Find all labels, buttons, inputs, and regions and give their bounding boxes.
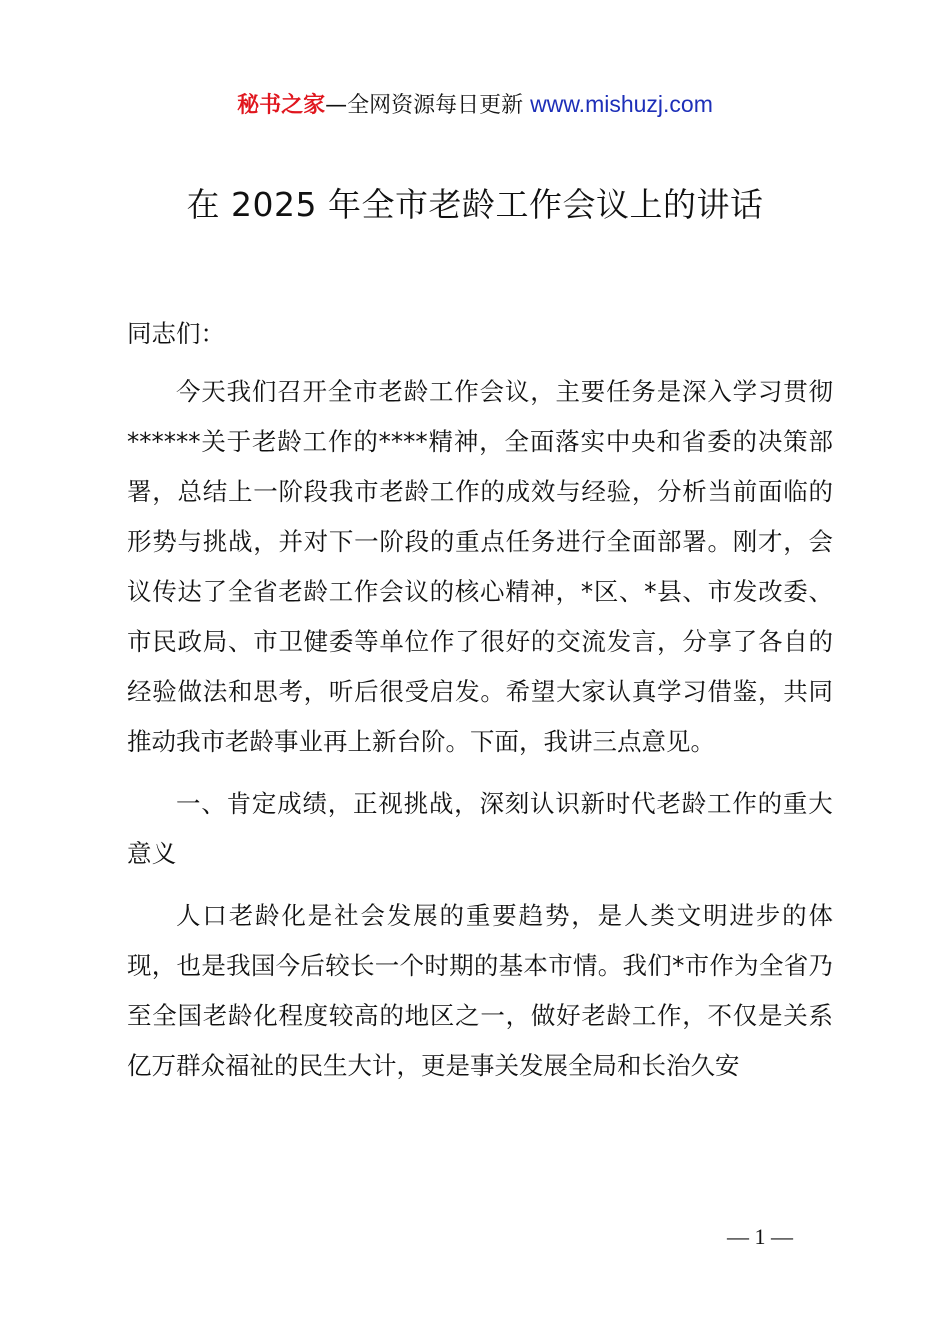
site-url-link[interactable]: www.mishuzj.com xyxy=(530,91,713,117)
document-body xyxy=(127,309,833,1091)
brand-name: 秘书之家 xyxy=(237,93,326,118)
body-paragraph: 今天我们召开全市老龄工作会议，主要任务是深入学习贯彻******关于老龄工作的****精神，全面落实中央和省委的决策部署，总结上一阶段我市老龄工作的成效与经验，分析当前面临的形势与挑战，并对下一阶段的重点任务进行全面部署。刚才，会议传达了全省老龄工作会议的核心精神，*区、*县、市发改委、市民政局、市卫健委等单位作了很好的交流发言，分享了各自的经验做法和思考，听后很受启发。希望大家认真学习借鉴，共同推动我市老龄事业再上新台阶。下面，我讲三点意见。 xyxy=(127,377,833,756)
site-header xyxy=(0,88,950,122)
salutation: 同志们： xyxy=(127,319,225,348)
document-title: 在 2025 年全市老龄工作会议上的讲话 xyxy=(186,185,764,224)
header-tagline: —全网资源每日更新 xyxy=(325,93,524,118)
body-paragraph: 人口老龄化是社会发展的重要趋势，是人类文明进步的体现，也是我国今后较长一个时期的基本市情。我们*市作为全省乃至全国老龄化程度较高的地区之一，做好老龄工作，不仅是关系亿万群众福祉的民生大计，更是事关发展全局和长治久安 xyxy=(127,901,833,1080)
page-number: — 1 — xyxy=(727,1224,793,1249)
section-heading: 一、肯定成绩，正视挑战，深刻认识新时代老龄工作的重大意义 xyxy=(127,789,833,868)
